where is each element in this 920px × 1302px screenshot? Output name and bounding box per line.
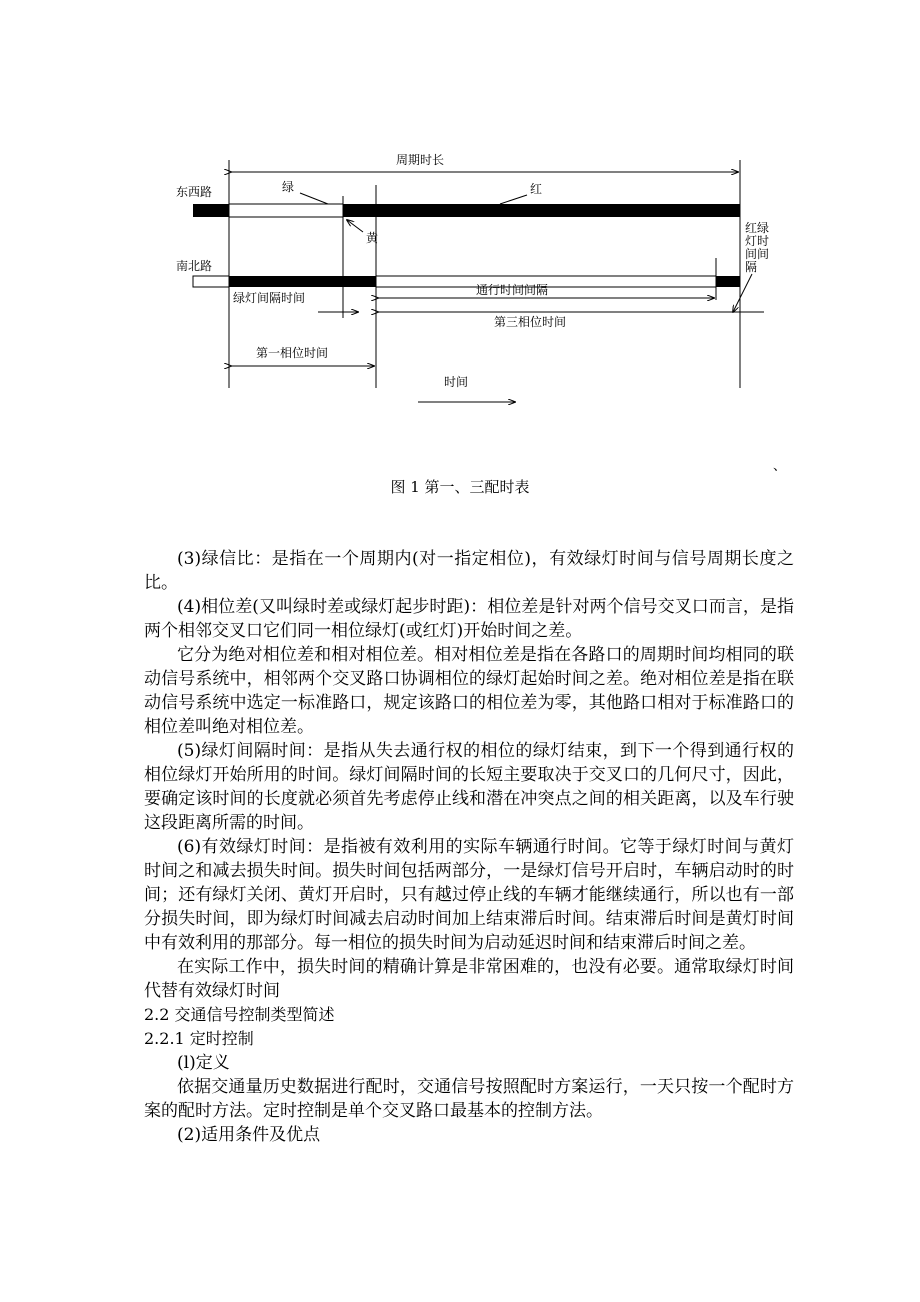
ew-red-bar-left [193,204,229,217]
section-heading-2-2-1: 2.2.1 定时控制 [144,1029,254,1048]
paragraph-definition: 依据交通量历史数据进行配时，交通信号按照配时方案运行，一天只按一个配时方案的配时方法。定时控制是单个交叉路口最基本的控制方法。 [144,1077,794,1121]
ew-green-bar [229,204,343,217]
time-label: 时间 [444,375,469,389]
paragraph-green-ratio: (3)绿信比：是指在一个周期内(对一指定相位)，有效绿灯时间与信号周期长度之比。 [144,549,794,593]
paragraph-absolute-relative: 它分为绝对相位差和相对相位差。相对相位差是指在各路口的周期时间均相同的联动信号系统中，相邻两个交叉路口协调相位的绿灯起始时间之差。绝对相位差是指在联动信号系统中选定一标准路口，规定该路口的相位差为零，其他路口相对于标准路口的相位差叫绝对相位差。 [144,645,794,737]
red-label: 红 [530,182,543,196]
ew-red-bar [343,204,740,217]
red-green-interval-label-4: 隔 [745,260,758,274]
signal-timing-diagram [0,0,920,470]
paragraph-practical-note: 在实际工作中，损失时间的精确计算是非常困难的，也没有必要。通常取绿灯时间代替有效绿灯时间 [144,957,794,1001]
paragraph-green-interval: (5)绿灯间隔时间：是指从失去通行权的相位的绿灯结束，到下一个得到通行权的相位绿灯开始所用的时间。绿灯间隔时间的长短主要取决于交叉口的几何尺寸，因此，要确定该时间的长度就必须首先考虑停止线和潜在冲突点之间的相关距离，以及车行驶这段距离所需的时间。 [144,741,794,833]
passage-interval-label: 通行时间间隔 [476,283,549,297]
body-text [144,547,794,1147]
figure-caption: 图 1 第一、三配时表 [390,478,530,496]
paragraph-effective-green: (6)有效绿灯时间：是指被有效利用的实际车辆通行时间。它等于绿灯时间与黄灯时间之和减去损失时间。损失时间包括两部分，一是绿灯信号开启时，车辆启动时的时间；还有绿灯关闭、黄灯开启时，只有越过停止线的车辆才能继续通行，所以也有一部分损失时间，即为绿灯时间减去启动时间加上结束滞后时间。结束滞后时间是黄灯时间中有效利用的那部分。每一相位的损失时间为启动延迟时间和结束滞后时间之差。 [144,837,794,953]
item-definition: (l)定义 [177,1053,230,1073]
green-interval-time-label: 绿灯间隔时间 [233,291,306,305]
red-green-interval-label-2: 灯时 [745,234,770,248]
yellow-arrow [347,220,363,232]
third-phase-time-label: 第三相位时间 [494,315,567,329]
east-west-road-label: 东西路 [176,185,213,199]
first-phase-time-label: 第一相位时间 [256,346,329,360]
red-label-leader [500,195,527,204]
item-conditions: (2)适用条件及优点 [177,1125,321,1145]
ns-green-bar-left [193,276,229,287]
north-south-road-label: 南北路 [176,259,213,273]
green-label-leader [300,193,328,204]
yellow-label: 黄 [366,231,379,245]
section-heading-2-2: 2.2 交通信号控制类型简述 [144,1005,335,1024]
stray-mark: 、 [773,459,787,474]
ns-red-bar-right [716,276,740,287]
paragraph-phase-difference: (4)相位差(又叫绿时差或绿灯起步时距)：相位差是针对两个信号交叉口而言，是指两个相邻交叉口它们同一相位绿灯(或红灯)开始时间之差。 [144,597,794,641]
red-green-interval-label-3: 间间 [745,247,770,261]
green-label: 绿 [282,180,295,194]
red-green-interval-label-1: 红绿 [745,221,770,235]
ns-red-bar [229,276,376,287]
cycle-length-label: 周期时长 [396,153,445,167]
